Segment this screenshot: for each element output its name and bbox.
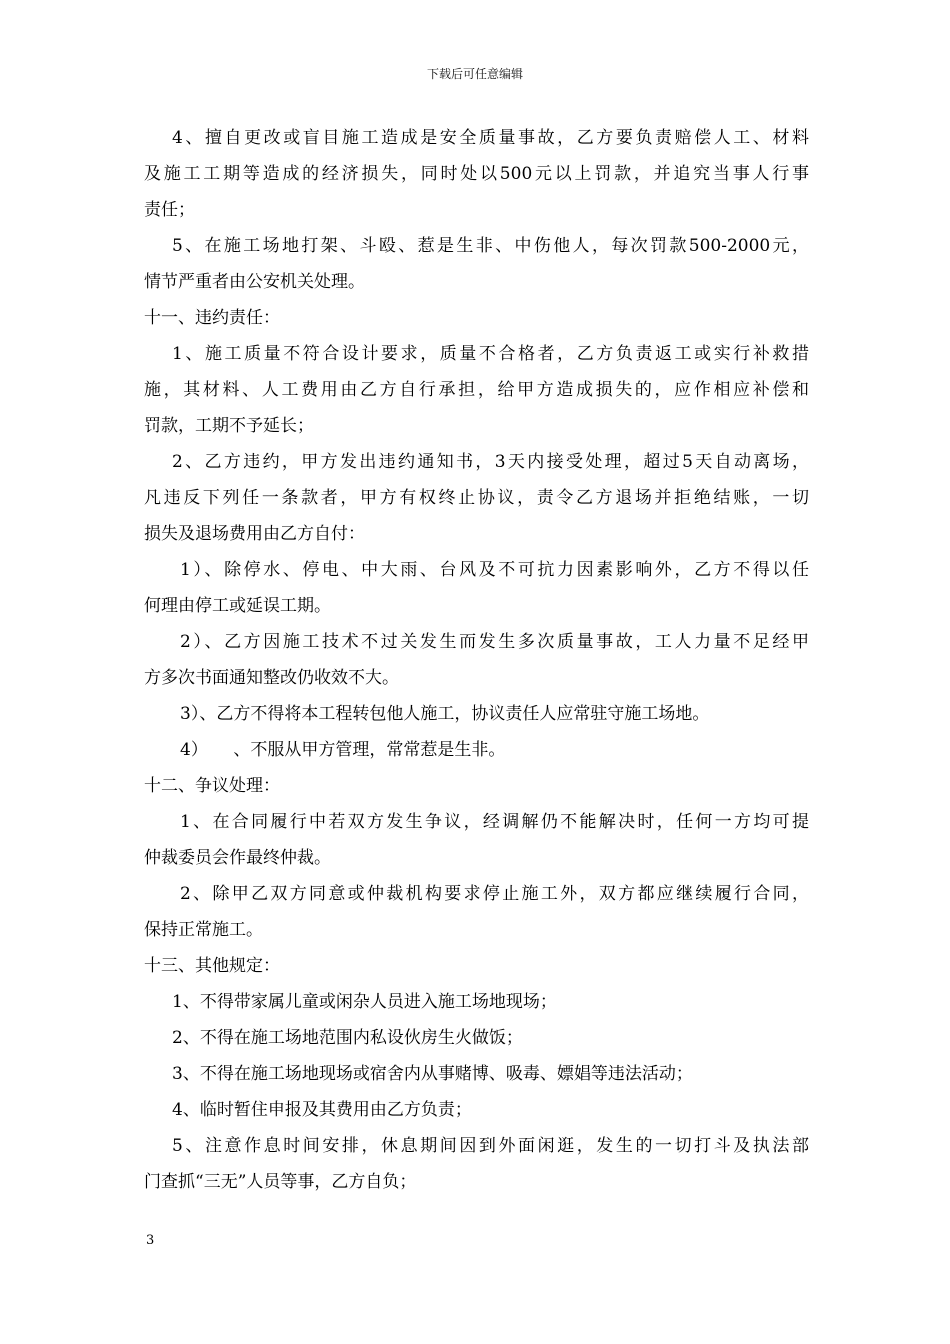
paragraph-line: 方多次书面通知整改仍收效不大。 [144, 668, 399, 688]
paragraph-line: 十三、其他规定： [144, 956, 280, 976]
paragraph-line: 3）、乙方不得将本工程转包他人施工，协议责任人应常驻守施工场地。 [180, 704, 710, 724]
paragraph-line: 十一、违约责任： [144, 308, 280, 328]
paragraph-line: 2、不得在施工场地范围内私设伙房生火做饭； [172, 1028, 523, 1048]
paragraph-line: 凡违反下列任一条款者，甲方有权终止协议，责令乙方退场并拒绝结账，一切 [144, 488, 809, 508]
paragraph-line: 1、不得带家属儿童或闲杂人员进入施工场地现场； [172, 992, 557, 1012]
paragraph-line: 及施工工期等造成的经济损失，同时处以500元以上罚款，并追究当事人行事 [144, 164, 809, 184]
paragraph-line: 2）、乙方因施工技术不过关发生而发生多次质量事故，工人力量不足经甲 [180, 632, 809, 652]
paragraph-line: 4、临时暂住申报及其费用由乙方负责； [172, 1100, 472, 1120]
paragraph-line: 4） 、不服从甲方管理，常常惹是生非。 [180, 740, 506, 760]
paragraph-line: 2、乙方违约，甲方发出违约通知书，3天内接受处理，超过5天自动离场， [172, 452, 809, 472]
paragraph-line: 何理由停工或延误工期。 [144, 596, 331, 616]
paragraph-line: 3、不得在施工场地现场或宿舍内从事赌博、吸毒、嫖娼等违法活动； [172, 1064, 693, 1084]
paragraph-line: 损失及退场费用由乙方自付： [144, 524, 365, 544]
paragraph-line: 1、在合同履行中若双方发生争议，经调解仍不能解决时，任何一方均可提 [180, 812, 809, 832]
page-header: 下载后可任意编辑 [426, 67, 523, 81]
paragraph-line: 4、擅自更改或盲目施工造成是安全质量事故，乙方要负责赔偿人工、材料 [172, 128, 809, 148]
paragraph-line: 罚款，工期不予延长； [144, 416, 314, 436]
paragraph-line: 保持正常施工。 [144, 920, 263, 940]
paragraph-line: 十二、争议处理： [144, 776, 280, 796]
paragraph-line: 责任； [144, 200, 195, 220]
paragraph-line: 5、注意作息时间安排，休息期间因到外面闲逛，发生的一切打斗及执法部 [172, 1136, 809, 1156]
page-number: 3 [146, 1233, 155, 1248]
paragraph-line: 门查抓“三无”人员等事，乙方自负； [144, 1172, 417, 1192]
paragraph-line: 1）、除停水、停电、中大雨、台风及不可抗力因素影响外，乙方不得以任 [180, 560, 809, 580]
paragraph-line: 情节严重者由公安机关处理。 [144, 272, 365, 292]
paragraph-line: 5、在施工场地打架、斗殴、惹是生非、中伤他人，每次罚款500-2000元， [172, 236, 809, 256]
paragraph-line: 1、施工质量不符合设计要求，质量不合格者，乙方负责返工或实行补救措 [172, 344, 809, 364]
paragraph-line: 仲裁委员会作最终仲裁。 [144, 848, 331, 868]
document-body [144, 120, 809, 1200]
paragraph-line: 施，其材料、人工费用由乙方自行承担，给甲方造成损失的，应作相应补偿和 [144, 380, 809, 400]
paragraph-line: 2、除甲乙双方同意或仲裁机构要求停止施工外，双方都应继续履行合同， [180, 884, 809, 904]
